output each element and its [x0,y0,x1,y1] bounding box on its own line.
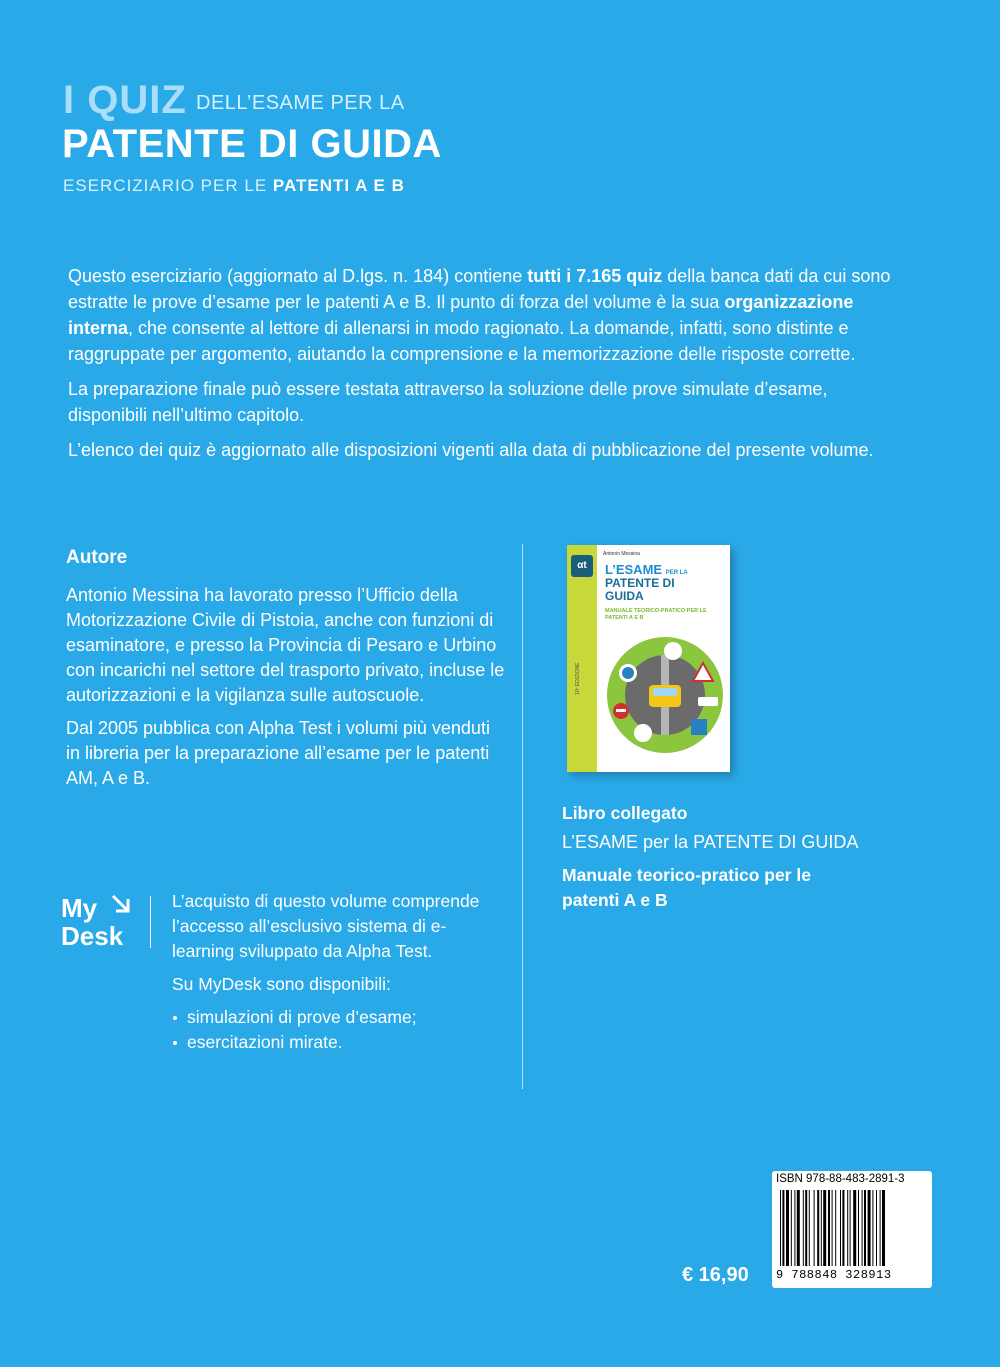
barcode-bar [817,1190,819,1266]
intro-paragraph-2: La preparazione finale può essere testata attraverso la soluzione delle prove simulate d’esame, disponibili nell’ultimo capitolo. [68,379,828,425]
intro-text [68,263,908,472]
author-paragraph-2: Dal 2005 pubblica con Alpha Test i volumi più venduti in libreria per la preparazione all’esame per le patenti AM, A e B. [66,718,490,788]
cover-edition: 10ª EDIZIONE [575,662,581,695]
mydesk-divider [150,896,151,948]
title-small: DELL’ESAME PER LA [196,92,405,114]
barcode-bar [797,1190,800,1266]
barcode-bar [864,1190,866,1266]
intro-paragraph-1 [68,263,908,367]
cover-stripe [567,545,597,772]
barcode-bar [876,1190,877,1266]
barcode-bar [809,1190,810,1266]
barcode-bar [872,1190,873,1266]
barcode-icon [778,1190,928,1268]
subtitle-prefix: ESERCIZIARIO PER LE [63,176,273,195]
barcode-bar [868,1190,871,1266]
alpha-test-logo: αt [571,555,593,577]
mydesk-paragraph-1: L’acquisto di questo volume comprende l’accesso all’esclusivo sistema di e-learning sviluppato da Alpha Test. [172,891,480,961]
barcode-bar [805,1190,807,1266]
column-divider [522,544,523,1089]
barcode-bar [862,1190,863,1266]
book-title: PATENTE DI GUIDA [62,122,442,166]
barcode-bar [840,1190,841,1266]
barcode-bar [880,1190,881,1266]
title-quiz: I QUIZ [63,78,187,122]
mydesk-list [172,1005,492,1055]
related-heading: Libro collegato [562,803,688,823]
intro-p1-e: , che consente al lettore di allenarsi in modo ragionato. La domande, infatti, sono distinte e raggruppate per argomento, aiutando la comprensione e la memorizzazione delle risposte corrette. [68,318,856,364]
intro-p1-b: tutti i 7.165 quiz [527,266,663,286]
book-subtitle [63,176,405,196]
cover-title1-small: PER LA [665,570,688,576]
barcode-bar [821,1190,822,1266]
barcode-bar [850,1190,851,1266]
cover-title1-text: L’ESAME [605,562,663,577]
barcode-bar [842,1190,844,1266]
barcode-bar [828,1190,830,1266]
mydesk-paragraph-2: Su MyDesk sono disponibili: [172,974,391,994]
barcode-bar [803,1190,804,1266]
list-item: esercitazioni mirate. [172,1030,492,1055]
barcode-bar [835,1190,836,1266]
mydesk-text [172,889,492,1055]
barcode-bar [814,1190,815,1266]
list-item: simulazioni di prove d’esame; [172,1005,492,1030]
intro-paragraph-3: L’elenco dei quiz è aggiornato alle disposizioni vigenti alla data di pubblicazione del presente volume. [68,440,874,460]
mydesk-logo-line1: My [61,893,98,923]
arrow-down-right-icon [108,891,134,917]
price: € 16,90 [682,1264,749,1286]
barcode-digits: 9 788848 328913 [776,1268,892,1282]
barcode-bar [847,1190,848,1266]
author-bio [66,583,506,799]
intro-p1-a: Questo eserciziario (aggiornato al D.lgs. n. 184) contiene [68,266,528,286]
barcode-bar [832,1190,833,1266]
cover-title-2: PATENTE DI GUIDA [605,576,675,603]
author-heading: Autore [66,547,128,568]
related-book-cover [567,545,730,772]
intro-p1-c: della banca dati da cui sono estratte le prove d’esame per le patenti A e B. Il punto di forza del volume è la sua [68,266,891,312]
intro-p1-d: organizzazione interna [68,292,854,338]
barcode-bar [794,1190,795,1266]
barcode-bar [782,1190,784,1266]
cover-illustration [603,633,728,758]
barcode-bar [780,1190,781,1266]
barcode-bar [786,1190,789,1266]
related-title: L’ESAME per la PATENTE DI GUIDA [562,832,859,852]
isbn-label: ISBN 978-88-483-2891-3 [776,1173,905,1185]
barcode-bar [823,1190,826,1266]
barcode-bar [882,1190,885,1266]
barcode-bar [853,1190,856,1266]
author-paragraph-1: Antonio Messina ha lavorato presso l’Ufficio della Motorizzazione Civile di Pistoia, anche con funzioni di esaminatore, e presso la Provincia di Pesaro e Urbino con incarichi nel settore del trasporto privato, incluse le autorizzazioni e la vigilanza sulle autoscuole. [66,585,505,705]
related-subtitle: Manuale teorico-pratico per le patenti A e B [562,865,811,910]
barcode-bar [791,1190,792,1266]
barcode-bar [858,1190,859,1266]
cover-author: Antonio Messina [603,551,640,557]
cover-subtitle: MANUALE TEORICO-PRATICO PER LE PATENTI A E B [605,608,707,621]
subtitle-bold: PATENTI A E B [272,176,405,195]
mydesk-logo-line2: Desk [61,921,124,951]
